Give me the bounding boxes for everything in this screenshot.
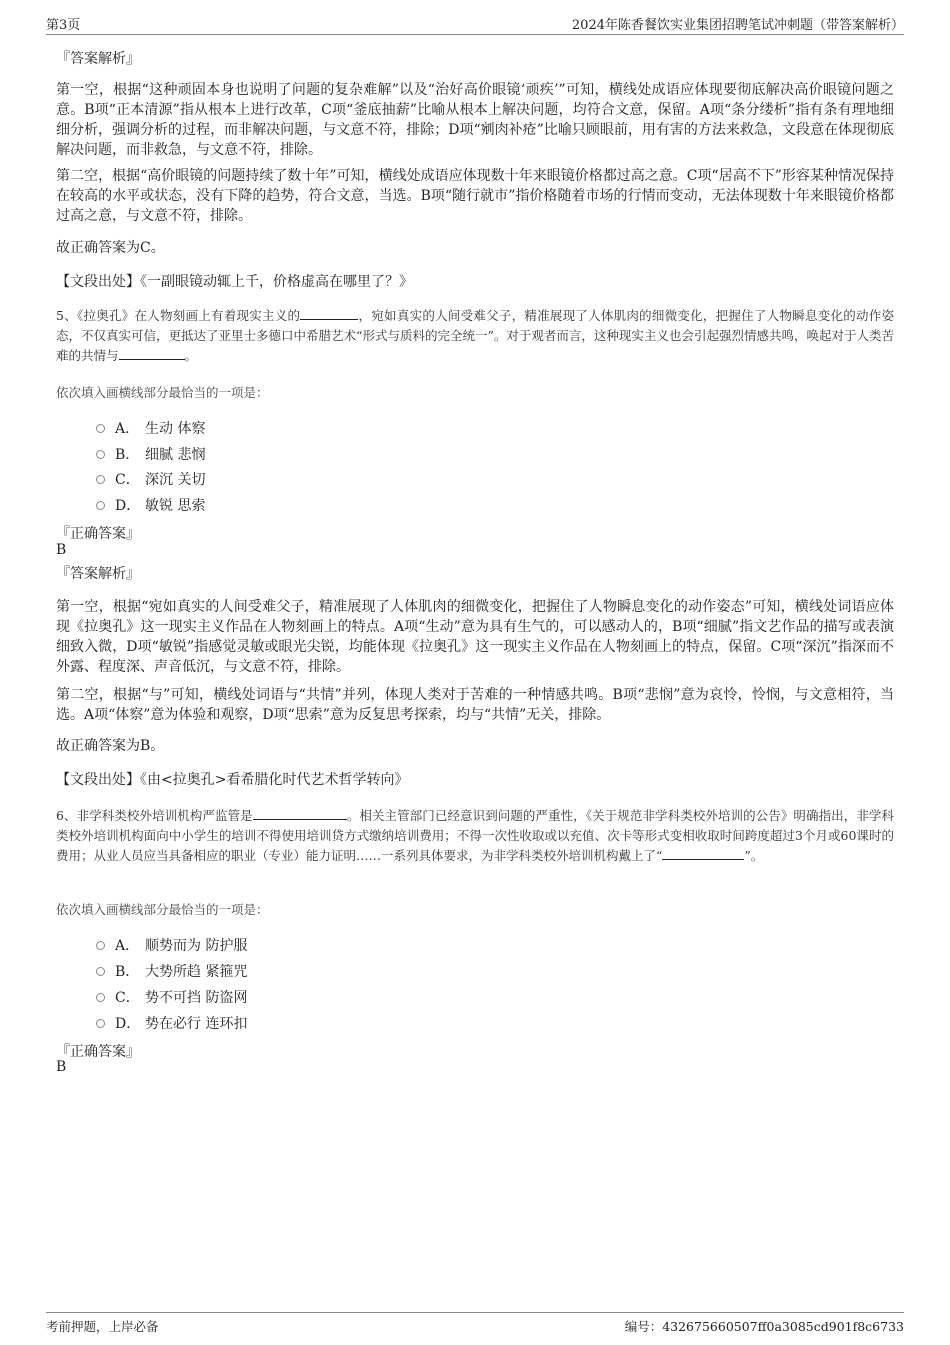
analysis-paragraph-1: 第一空，根据“宛如真实的人间受难父子，精准展现了人体肌肉的细微变化，把握住了人物瞬息变化的动作姿态”可知，横线处词语应体现《拉奥孔》这一现实主义作品在人物刻画上的特点。A项“生动”意为具有生气的，可以感动人的，B项“细腻”指文艺作品的描写或表演细致入微，D项“敏锐”指感觉灵敏或眼光尖锐，均能体现《拉奥孔》这一现实主义作品在人物刻画上的特点，保留。C项“深沉”指深而不外露、程度深、声音低沉，与文意不符，排除。 — [56, 599, 894, 675]
analysis-label: 『答案解析』 — [56, 51, 140, 67]
radio-icon[interactable] — [96, 475, 105, 484]
passage-source: 【文段出处】《由<拉奥孔>看希腊化时代艺术哲学转向》 — [56, 772, 409, 788]
radio-icon[interactable] — [96, 424, 105, 433]
option-text: 大势所趋 紧箍咒 — [145, 964, 248, 980]
document-serial: 编号：432675660507ff0a3085cd901f8c6733 — [624, 1319, 904, 1334]
question-6-text-1: 6、非学科类校外培训机构严监管是 — [56, 808, 253, 823]
question-5-text-1: 5、《拉奥孔》在人物刻画上有着现实主义的 — [56, 308, 301, 323]
option-text: 势不可挡 防盗网 — [145, 990, 248, 1006]
document-title: 2024年陈香餐饮实业集团招聘笔试冲刺题（带答案解析） — [571, 18, 904, 33]
question-6-stem — [56, 806, 894, 866]
option-text: 深沉 关切 — [145, 472, 206, 488]
option-letter: D． — [115, 498, 141, 514]
option-text: 敏锐 思索 — [145, 498, 206, 514]
passage-source: 【文段出处】《一副眼镜动辄上千，价格虚高在哪里了？》 — [56, 274, 413, 290]
option-c[interactable] — [96, 469, 205, 489]
radio-icon[interactable] — [96, 941, 105, 950]
footer-slogan: 考前押题，上岸必备 — [46, 1319, 159, 1334]
answer-conclusion: 故正确答案为C。 — [56, 240, 165, 256]
question-5-stem — [56, 306, 894, 366]
correct-answer-value: B — [56, 542, 67, 558]
page-number: 第3页 — [46, 18, 81, 33]
page-header — [46, 14, 904, 35]
option-text: 细腻 悲悯 — [145, 447, 206, 463]
option-text: 生动 体察 — [145, 421, 206, 437]
page-footer — [46, 1312, 904, 1335]
option-text: 顺势而为 防护服 — [145, 938, 248, 954]
option-letter: C． — [115, 472, 140, 488]
blank-line — [253, 807, 347, 820]
option-letter: A． — [115, 938, 140, 954]
option-letter: A． — [115, 421, 140, 437]
correct-answer-value: B — [56, 1059, 67, 1075]
option-letter: B． — [115, 964, 140, 980]
correct-answer-label: 『正确答案』 — [56, 526, 140, 542]
option-d[interactable] — [96, 1013, 247, 1033]
question-5-text-2: ，宛如真实的人间受难父子，精准展现了人体肌肉的细微变化，把握住了人物瞬息变化的动作姿态，不仅真实可信，更抵达了亚里士多德口中希腊艺术“形式与质料的完全统一”。对于观者而言，这种现实主义也会引起强烈情感共鸣，唤起对于人类苦难的共情与 — [56, 308, 894, 363]
correct-answer-label: 『正确答案』 — [56, 1044, 140, 1060]
question-6-instruction: 依次填入画横线部分最恰当的一项是： — [56, 902, 269, 917]
option-b[interactable] — [96, 961, 247, 981]
radio-icon[interactable] — [96, 967, 105, 976]
option-c[interactable] — [96, 987, 247, 1007]
option-letter: B． — [115, 447, 140, 463]
radio-icon[interactable] — [96, 1019, 105, 1028]
question-5-instruction: 依次填入画横线部分最恰当的一项是： — [56, 385, 269, 400]
blank-line — [119, 347, 185, 360]
blank-line — [662, 847, 744, 860]
analysis-paragraph-2: 第二空，根据“高价眼镜的问题持续了数十年”可知，横线处成语应体现数十年来眼镜价格都过高之意。C项“居高不下”形容某种情况保持在较高的水平或状态，没有下降的趋势，符合文意，当选。B项“随行就市”指价格随着市场的行情而变动，无法体现数十年来眼镜价格都过高之意，与文意不符，排除。 — [56, 168, 894, 224]
analysis-paragraph-1: 第一空，根据“这种顽固本身也说明了问题的复杂难解”以及“治好高价眼镜‘顽疾’”可知，横线处成语应体现要彻底解决高价眼镜问题之意。B项“正本清源”指从根本上进行改革，C项“釜底抽薪”比喻从根本上解决问题，均符合文意，保留。A项“条分缕析”指有条有理地细细分析，强调分析的过程，而非解决问题，与文意不符，排除；D项“剜肉补疮”比喻只顾眼前，用有害的方法来救急，文段意在体现彻底解决问题，而非救急，与文意不符，排除。 — [56, 82, 894, 158]
question-5-text-3: 。 — [184, 348, 198, 363]
option-letter: C． — [115, 990, 140, 1006]
option-text: 势在必行 连环扣 — [145, 1016, 248, 1032]
radio-icon[interactable] — [96, 993, 105, 1002]
question-6-text-2: 。相关主管部门已经意识到问题的严重性，《关于规范非学科类校外培训的公告》明确指出，非学科类校外培训机构面向中小学生的培训不得使用培训贷方式缴纳培训费用；不得一次性收取或以充值、次卡等形式变相收取时间跨度超过3个月或60课时的费用；从业人员应当具备相应的职业（专业）能力证明……一系列具体要求，为非学科类校外培训机构戴上了“ — [56, 808, 894, 863]
blank-line — [300, 307, 358, 320]
radio-icon[interactable] — [96, 501, 105, 510]
answer-conclusion: 故正确答案为B。 — [56, 738, 165, 754]
option-d[interactable] — [96, 495, 205, 515]
option-b[interactable] — [96, 444, 205, 464]
analysis-paragraph-2: 第二空，根据“与”可知，横线处词语与“共情”并列，体现人类对于苦难的一种情感共鸣。B项“悲悯”意为哀怜，怜悯，与文意相符，当选。A项“体察”意为体验和观察，D项“思索”意为反复思考探索，均与“共情”无关，排除。 — [56, 687, 894, 723]
option-letter: D． — [115, 1016, 141, 1032]
option-a[interactable] — [96, 418, 205, 438]
radio-icon[interactable] — [96, 450, 105, 459]
analysis-label: 『答案解析』 — [56, 566, 140, 582]
question-6-text-3: ”。 — [744, 848, 764, 863]
option-a[interactable] — [96, 935, 247, 955]
